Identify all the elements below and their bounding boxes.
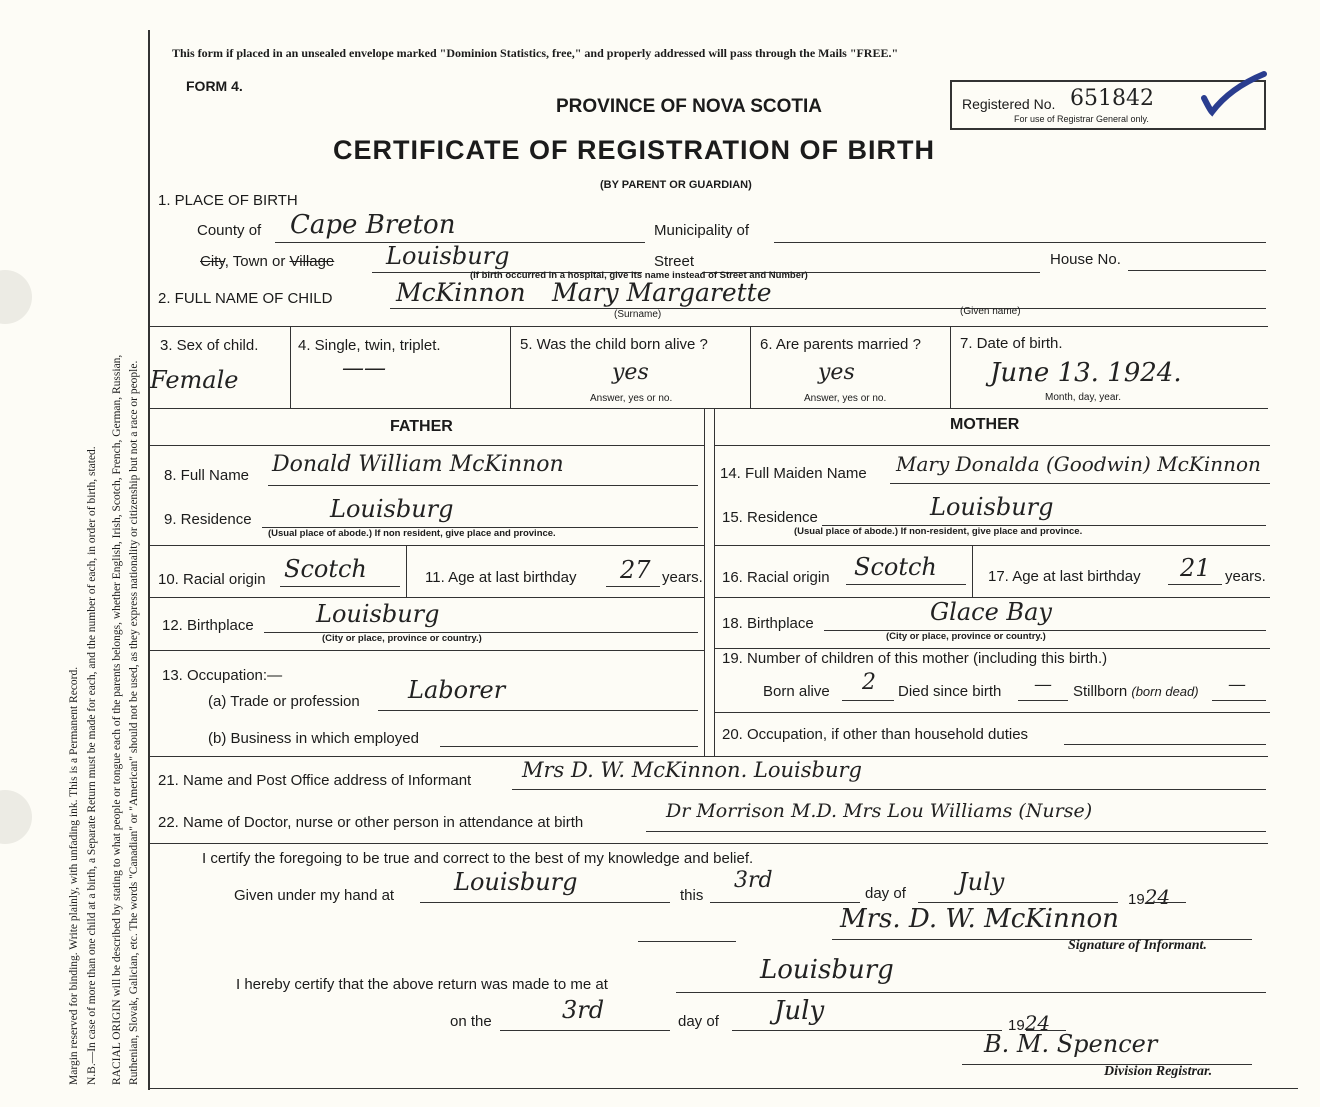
parents-center-left: [704, 408, 705, 756]
informant-signature: Mrs. D. W. McKinnon: [840, 904, 1119, 934]
registered-label: Registered No.: [962, 96, 1056, 112]
mailing-note: This form if placed in an unsealed envelope marked "Dominion Statistics, free," and properly addressed will pass through the Mails "FREE.": [172, 46, 899, 60]
mother-name-label: 14. Full Maiden Name: [720, 465, 867, 482]
father-residence-label: 9. Residence: [164, 511, 252, 528]
city-strike: City: [200, 253, 225, 270]
child-surname-value: McKinnon: [396, 278, 526, 307]
informant-signature-caption: Signature of Informant.: [1068, 938, 1207, 953]
form-left-border: [148, 30, 150, 1090]
on-the-label: on the: [450, 1013, 492, 1030]
died-since-birth-value: —: [1034, 674, 1052, 695]
registrar-signature: B. M. Spencer: [984, 1030, 1158, 1058]
form-bottom-border: [148, 1088, 1298, 1089]
father-trade-label: (a) Trade or profession: [208, 693, 360, 710]
given-day-value: 3rd: [734, 868, 773, 893]
given-name-caption: (Given name): [960, 306, 1021, 317]
margin-note-4: Ruthenian, Slovak, Galician, etc. The words "Canadian" or "American" should not be used, as they express nationality or citizenship but not a race or people.: [128, 360, 140, 1085]
mother-residence-value: Louisburg: [930, 493, 1054, 521]
father-race-value: Scotch: [284, 555, 367, 583]
mother-age-label: 17. Age at last birthday: [988, 568, 1141, 585]
year-prefix-label: [1128, 885, 1170, 909]
plurality-label: 4. Single, twin, triplet.: [298, 337, 441, 354]
mother-name-value: Mary Donalda (Goodwin) McKinnon: [896, 452, 1261, 476]
margin-note-1: Margin reserved for binding. Write plainly, with unfading ink. This is a Permanent Record.: [68, 666, 80, 1085]
hospital-note: (If birth occurred in a hospital, give its name instead of Street and Number): [470, 270, 808, 281]
registrar-use-note: For use of Registrar General only.: [1014, 114, 1149, 124]
stillborn-note: (born dead): [1131, 684, 1199, 699]
father-name-value: Donald William McKinnon: [272, 452, 564, 477]
mother-race-value: Scotch: [854, 553, 937, 581]
margin-notes: [0, 0, 150, 1107]
place-of-birth-label: 1. PLACE OF BIRTH: [158, 192, 298, 209]
date-of-birth-label: 7. Date of birth.: [960, 335, 1063, 352]
registrar-month-value: July: [774, 996, 825, 1026]
father-residence-caption: (Usual place of abode.) If non resident, give place and province.: [268, 528, 556, 539]
father-age-unit: years.: [662, 569, 703, 586]
mother-children-label: 19. Number of children of this mother (including this birth.): [722, 650, 1108, 667]
municipality-line: [774, 242, 1266, 243]
born-alive-label: 5. Was the child born alive ?: [520, 336, 708, 353]
father-heading: FATHER: [390, 418, 453, 435]
margin-note-2: N.B.—In case of more than one child at a birth, a Separate Return must be made for each, and the number of each, in order of birth, stated.: [86, 446, 98, 1085]
mother-residence-label: 15. Residence: [722, 509, 818, 526]
registrar-place-value: Louisburg: [760, 955, 894, 985]
mother-birthplace-caption: (City or place, province or country.): [886, 631, 1046, 642]
parents-center-right: [714, 408, 715, 756]
date-of-birth-caption: Month, day, year.: [1045, 392, 1121, 403]
municipality-label: Municipality of: [654, 222, 750, 239]
given-month-value: July: [958, 868, 1005, 896]
town-label: , Town or: [224, 253, 286, 270]
informant-label: 21. Name and Post Office address of Informant: [158, 772, 472, 789]
registrar-caption: Division Registrar.: [1104, 1064, 1213, 1079]
child-given-value: Mary Margarette: [552, 278, 772, 307]
registrar-day-of-label: day of: [678, 1013, 719, 1030]
registrar-year-value: 24: [1024, 1011, 1051, 1035]
city-town-village-label: [200, 253, 334, 270]
stillborn-text: Stillborn: [1073, 683, 1128, 700]
parents-married-value: yes: [818, 360, 855, 385]
street-label: Street: [654, 253, 695, 270]
row3-top-line: [148, 326, 1268, 327]
stillborn-value: —: [1228, 674, 1246, 695]
father-age-value: 27: [620, 556, 651, 584]
father-business-label: (b) Business in which employed: [208, 730, 419, 747]
mother-age-unit: years.: [1225, 568, 1266, 585]
father-birthplace-label: 12. Birthplace: [162, 617, 254, 634]
county-value: Cape Breton: [290, 210, 456, 240]
registrar-year-prefix: 19: [1008, 1017, 1025, 1034]
child-name-label: 2. FULL NAME OF CHILD: [158, 290, 333, 307]
stillborn-label: [1073, 683, 1199, 700]
parents-married-label: 6. Are parents married ?: [760, 336, 921, 353]
father-occupation-label: 13. Occupation:—: [162, 667, 283, 684]
died-since-birth-label: Died since birth: [898, 683, 1002, 700]
mother-birthplace-value: Glace Bay: [930, 598, 1052, 626]
born-alive-count-value: 2: [862, 670, 876, 695]
page-title: CERTIFICATE OF REGISTRATION OF BIRTH: [333, 135, 935, 165]
day-of-label: day of: [865, 885, 906, 902]
father-birthplace-value: Louisburg: [316, 600, 440, 628]
given-year-value: 24: [1144, 885, 1171, 909]
mother-race-label: 16. Racial origin: [722, 569, 830, 586]
surname-caption: (Surname): [614, 309, 662, 320]
mother-birthplace-label: 18. Birthplace: [722, 615, 814, 632]
town-value: Louisburg: [386, 242, 510, 270]
father-race-label: 10. Racial origin: [158, 571, 266, 588]
checkmark-icon: [1200, 70, 1270, 120]
margin-note-3: RACIAL ORIGIN will be described by stating to what people or tongue each of the parents belongs, whether English, Irish, Scotch, French, German, Russian,: [111, 354, 123, 1085]
certify-statement: I certify the foregoing to be true and correct to the best of my knowledge and belief.: [202, 850, 754, 867]
child-name-line: [390, 308, 1266, 309]
form-number: FORM 4.: [186, 78, 243, 94]
this-label: this: [680, 887, 704, 904]
father-residence-value: Louisburg: [330, 495, 454, 523]
page-subtitle: (BY PARENT OR GUARDIAN): [600, 179, 752, 191]
registrar-day-value: 3rd: [562, 996, 605, 1024]
given-under-hand-label: Given under my hand at: [234, 887, 395, 904]
born-alive-value: yes: [612, 360, 649, 385]
year-prefix-text: 19: [1128, 891, 1145, 908]
parents-top-line: [148, 408, 1268, 409]
sex-value: Female: [150, 366, 239, 394]
house-line: [1128, 270, 1266, 271]
village-strike: Village: [289, 253, 335, 270]
plurality-value: ——: [342, 356, 386, 381]
attendant-value: Dr Morrison M.D. Mrs Lou Williams (Nurse): [666, 800, 1093, 822]
mother-heading: MOTHER: [950, 416, 1020, 433]
registrar-statement: I hereby certify that the above return was made to me at: [236, 976, 608, 993]
county-label: County of: [197, 222, 262, 239]
mother-occupation-label: 20. Occupation, if other than household duties: [722, 726, 1029, 743]
parents-married-caption: Answer, yes or no.: [804, 393, 887, 404]
mother-age-value: 21: [1180, 554, 1211, 582]
informant-value: Mrs D. W. McKinnon. Louisburg: [522, 758, 862, 782]
born-alive-count-label: Born alive: [763, 683, 830, 700]
father-age-label: 11. Age at last birthday: [425, 569, 577, 586]
attendant-label: 22. Name of Doctor, nurse or other person in attendance at birth: [158, 814, 584, 831]
sex-label: 3. Sex of child.: [160, 337, 259, 354]
father-birthplace-caption: (City or place, province or country.): [322, 633, 482, 644]
registered-number: 651842: [1070, 86, 1154, 111]
date-of-birth-value: June 13. 1924.: [990, 358, 1182, 388]
province-heading: PROVINCE OF NOVA SCOTIA: [556, 96, 823, 117]
father-trade-value: Laborer: [408, 676, 506, 704]
father-name-label: 8. Full Name: [164, 467, 250, 484]
house-number-label: House No.: [1050, 251, 1121, 268]
born-alive-caption: Answer, yes or no.: [590, 393, 673, 404]
given-place-value: Louisburg: [454, 868, 578, 896]
mother-residence-caption: (Usual place of abode.) If non-resident, give place and province.: [794, 526, 1083, 537]
